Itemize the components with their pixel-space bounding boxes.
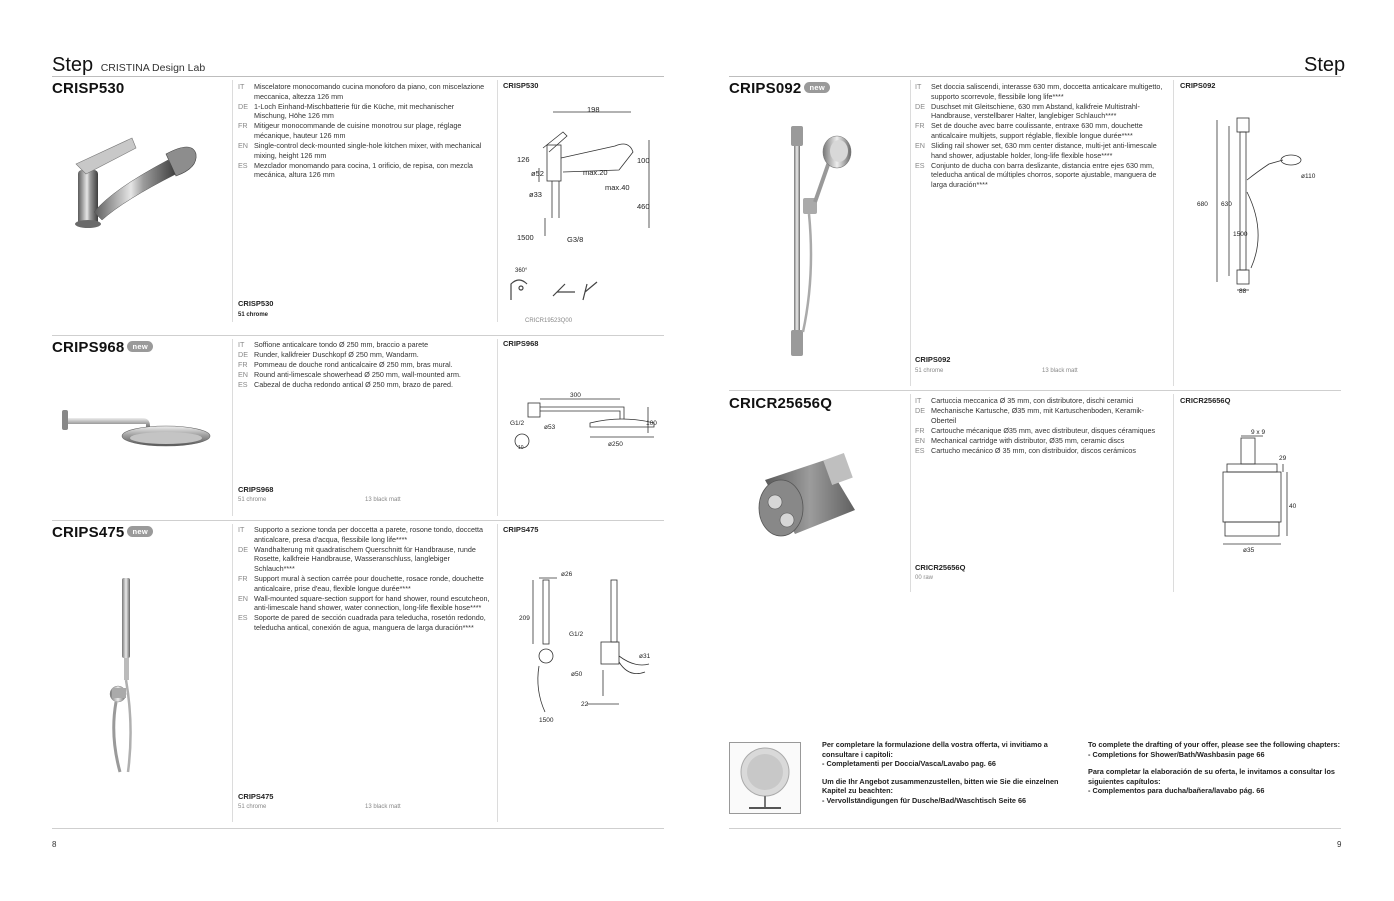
col-divider: [232, 80, 233, 322]
svg-text:88: 88: [1239, 288, 1247, 295]
svg-text:40: 40: [1289, 503, 1297, 510]
cartridge-image: [755, 450, 865, 542]
finish-chrome: 51 chrome: [915, 368, 944, 374]
showerhead-thumbnail: [729, 742, 801, 814]
variant-code: CRIPS092: [915, 355, 951, 364]
col-divider: [910, 394, 911, 592]
technical-drawing-crips092: [1197, 112, 1337, 302]
col-divider: [910, 80, 911, 386]
svg-text:460: 460: [637, 202, 650, 211]
product-code: CRIPS092 new: [729, 80, 830, 97]
technical-drawing-cricr25656q: [1215, 424, 1315, 556]
svg-text:360°: 360°: [515, 268, 528, 274]
new-badge: new: [127, 526, 153, 537]
svg-text:max.20: max.20: [583, 168, 608, 177]
svg-text:ø110: ø110: [1301, 173, 1316, 180]
page-number-right: 9: [1337, 840, 1342, 849]
svg-text:29: 29: [1279, 455, 1287, 462]
col-divider: [1173, 394, 1174, 592]
finish-black-matt: 13 black matt: [365, 804, 401, 810]
drawing-label: CRICR25656Q: [1180, 396, 1231, 405]
section-rule: [52, 520, 664, 521]
left-header-brand: Step CRISTINA Design Lab: [52, 54, 206, 76]
svg-text:ø250: ø250: [608, 441, 623, 448]
right-header-rule: [729, 76, 1341, 77]
finish-black-matt: 13 black matt: [1042, 368, 1078, 374]
svg-text:G1/2: G1/2: [569, 631, 584, 638]
svg-text:300: 300: [570, 392, 581, 399]
finish-black-matt: 13 black matt: [365, 497, 401, 503]
footer-rule: [52, 828, 664, 829]
product-description: IT Supporto a sezione tonda per doccetta a parete, rosone tondo, doccetta anticalcare, presa d'acqua, flessibile long life**** DE Wandhalterung mit quadratischem Querschnitt für Handbrause, runde Rosette, kalkfreie Handbrause, Wasseranschluss, langlebiger Schlauch**** FR Support mural à section carrée pour douchette, rosace ronde, douchette anticalcaire, prise d'eau, flexible longue durée**** EN Wall-mounted square-section support for hand shower, round escutcheon, anti-limescale hand shower, water connection, long-life flexible hose**** ES Soporte de pared de sección cuadrada para teleducha, rosetón redondo, teleducha antical, conexión de agua, manguera de larga duración****: [238, 525, 490, 632]
svg-text:ø33: ø33: [529, 190, 542, 199]
drawing-label: CRIPS092: [1180, 81, 1216, 90]
variant-code: CRICR25656Q: [915, 563, 966, 572]
svg-text:1500: 1500: [1233, 231, 1248, 238]
svg-text:ø53: ø53: [544, 424, 556, 431]
col-divider: [497, 339, 498, 516]
technical-drawing-crips968: [508, 385, 658, 455]
hand-shower-image: [100, 576, 150, 776]
drawing-label: CRIPS475: [503, 525, 539, 534]
new-badge: new: [804, 82, 830, 93]
col-divider: [497, 524, 498, 822]
svg-text:max.40: max.40: [605, 183, 630, 192]
svg-text:630: 630: [1221, 201, 1232, 208]
left-header-subtitle: CRISTINA Design Lab: [100, 62, 206, 74]
svg-text:10: 10: [518, 445, 524, 451]
product-description: IT Set doccia saliscendi, interasse 630 mm, doccetta anticalcare multigetto, supporto scorrevole, flessibile long life**** DE Duschset mit Gleitschiene, 630 mm Abstand, kalkfreie Multistrahl-Handbrause, verstellbarer Halter, langlebiger Schlauch**** FR Set de douche avec barre coulissante, entraxe 630 mm, douchette anticalcaire multijets, support réglable, flexible longue durée**** EN Sliding rail shower set, 630 mm center distance, multi-jet anti-limescale hand shower, adjustable holder, long-life flexible hose**** ES Conjunto de ducha con barra deslizante, distancia entre ejes 630 mm, teleducha antical de múltiples chorros, soporte ajustable, manguera de larga duración****: [915, 82, 1163, 189]
variant-code: CRIPS475: [238, 792, 274, 801]
svg-text:126: 126: [517, 155, 530, 164]
svg-text:100: 100: [646, 420, 657, 427]
left-header-rule: [52, 76, 664, 77]
drawing-label: CRISP530: [503, 81, 539, 90]
right-header-brand: Step: [1304, 54, 1346, 76]
svg-text:1500: 1500: [539, 717, 554, 724]
svg-text:209: 209: [519, 615, 530, 622]
section-rule: [52, 335, 664, 336]
product-code: CRIPS968 new: [52, 339, 153, 356]
technical-drawing-crips475: [515, 566, 655, 726]
svg-text:100: 100: [637, 156, 650, 165]
svg-text:680: 680: [1197, 201, 1208, 208]
footer-rule: [729, 828, 1341, 829]
svg-text:1500: 1500: [517, 233, 534, 242]
finish-chrome: 51 chrome: [238, 804, 267, 810]
svg-text:22: 22: [581, 701, 589, 708]
svg-text:ø35: ø35: [1243, 547, 1255, 554]
col-divider: [232, 339, 233, 516]
finish-raw: 00 raw: [915, 575, 934, 581]
shower-set-image: [785, 126, 865, 358]
section-rule: [729, 390, 1341, 391]
drawing-label: CRIPS968: [503, 339, 539, 348]
note-en-es: To complete the drafting of your offer, please see the following chapters: - Completions for Shower/Bath/Washbasin page 66 Para completar la elaboración de su oferta, le invitamos a consultar los siguientes capítulos: - Complementos para ducha/bañera/lavabo pág. 66: [1088, 740, 1341, 796]
showerhead-image: [62, 400, 212, 460]
product-code: CRICR25656Q: [729, 395, 833, 412]
variant-code: CRIPS968: [238, 485, 274, 494]
product-code: CRISP530: [52, 80, 125, 97]
note-it-de: Per completare la formulazione della vostra offerta, vi invitiamo a consultare i capitoli: - Completamenti per Doccia/Vasca/Lavabo pag. 66 Um die Ihr Angebot zusammenzustellen, bitten wie Sie die einzelnen Kapitel zu beachten: - Vervollständigungen für Dusche/Bad/Waschtisch Seite 66: [822, 740, 1059, 805]
svg-text:ø31: ø31: [639, 653, 651, 660]
svg-text:G1/2: G1/2: [510, 420, 525, 427]
product-code: CRIPS475 new: [52, 524, 153, 541]
svg-text:198: 198: [587, 105, 600, 114]
product-description: IT Cartuccia meccanica Ø 35 mm, con distributore, dischi ceramici DE Mechanische Kartusche, Ø35 mm, mit Kartuschenboden, Keramik-Oberteil FR Cartouche mécanique Ø35 mm, avec distributeur, disques céramiques EN Mechanical cartridge with distributor, Ø35 mm, ceramic discs ES Cartucho mecánico Ø 35 mm, con distribuidor, discos cerámicos: [915, 396, 1156, 455]
variant-code: CRISP530: [238, 299, 274, 308]
svg-text:ø50: ø50: [571, 671, 583, 678]
new-badge: new: [127, 341, 153, 352]
svg-text:9 x 9: 9 x 9: [1251, 429, 1266, 436]
svg-text:G3/8: G3/8: [567, 235, 584, 244]
col-divider: [497, 80, 498, 322]
col-divider: [1173, 80, 1174, 386]
page-number-left: 8: [52, 840, 57, 849]
finish-chrome: 51 chrome: [238, 497, 267, 503]
svg-text:ø52: ø52: [531, 169, 544, 178]
finish-chrome: 51 chrome: [238, 312, 269, 318]
technical-drawing-crisp530: [503, 100, 663, 330]
product-description: IT Miscelatore monocomando cucina monoforo da piano, con miscelazione meccanica, altezza 126 mm DE 1-Loch Einhand-Mischbatterie für die Küche, mit mechanischer Mischung, Höhe 126 mm FR Mitigeur monocommande de cuisine monotrou sur plage, réglage mécanique, hauteur 126 mm EN Single-control deck-mounted single-hole kitchen mixer, with mechanical mixing, height 126 mm ES Mezclador monomando para cocina, 1 orificio, de repisa, con mezcla mecánica, altura 126 mm: [238, 82, 485, 180]
svg-text:CRICR19523Q00: CRICR19523Q00: [525, 318, 573, 324]
col-divider: [232, 524, 233, 822]
product-description: IT Soffione anticalcare tondo Ø 250 mm, braccio a parete DE Runder, kalkfreier Duschkopf Ø 250 mm, Wandarm. FR Pommeau de douche rond anticalcaire Ø 250 mm, bras mural. EN Round anti-limescale showerhead Ø 250 mm, wall-mounted arm. ES Cabezal de ducha redondo antical Ø 250 mm, brazo de pared.: [238, 340, 461, 390]
svg-text:ø26: ø26: [561, 571, 573, 578]
kitchen-mixer-image: [72, 130, 202, 230]
right-page: [697, 0, 1394, 901]
